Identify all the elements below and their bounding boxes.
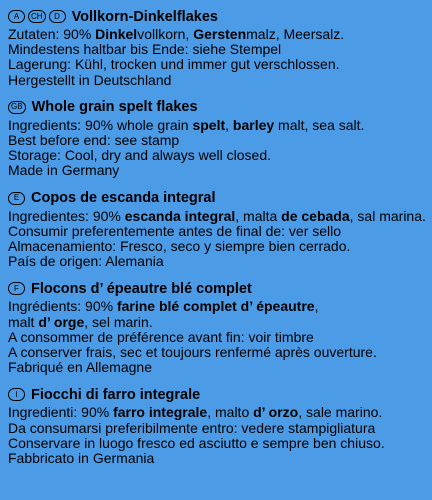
text-line: A consommer de préférence avant fin: voir timbre: [8, 328, 314, 345]
text-line: País de origen: Alemania: [8, 253, 164, 270]
country-badge-d: D: [49, 10, 66, 23]
country-badge-e: E: [8, 192, 25, 205]
text-line: Storage: Cool, dry and always well closed.: [8, 147, 272, 164]
country-badge-a: A: [8, 10, 25, 23]
section-title: Vollkorn-Dinkelflakes: [71, 8, 218, 25]
section-es: [8, 190, 426, 270]
country-badge-gb: GB: [8, 101, 26, 114]
text-line: Ingredienti: 90% farro integrale, malto d’ orzo, sale marino.: [8, 404, 383, 421]
section-header: [8, 8, 426, 25]
text-line: malt d’ orge, sel marin.: [8, 313, 153, 330]
text-line: Ingredients: 90% whole grain spelt, barley malt, sea salt.: [8, 116, 365, 133]
section-de: [8, 8, 426, 88]
section-header: [8, 190, 426, 207]
text-line: Ingrédients: 90% farine blé complet d’ épeautre,: [8, 298, 319, 315]
country-badge-i: I: [8, 388, 25, 401]
section-title: Flocons d’ épeautre blé complet: [31, 280, 252, 297]
text-line: Consumir preferentemente antes de final de: ver sello: [8, 222, 342, 239]
text-line: Hergestellt in Deutschland: [8, 71, 172, 88]
section-header: [8, 386, 426, 403]
section-header: [8, 99, 426, 116]
text-line: Da consumarsi preferibilmente entro: vedere stampigliatura: [8, 419, 376, 436]
text-line: A conserver frais, sec et toujours renfermé après ouverture.: [8, 344, 377, 361]
text-line: Lagerung: Kühl, trocken und immer gut verschlossen.: [8, 56, 340, 73]
text-line: Made in Germany: [8, 162, 120, 179]
section-it: [8, 386, 426, 466]
text-line: Zutaten: 90% Dinkelvollkorn, Gerstenmalz, Meersalz.: [8, 26, 345, 42]
country-badge-ch: CH: [28, 10, 46, 23]
section-fr: [8, 280, 426, 375]
text-line: Mindestens haltbar bis Ende: siehe Stempel: [8, 41, 282, 58]
section-title: Fiocchi di farro integrale: [31, 386, 201, 403]
section-title: Whole grain spelt flakes: [31, 99, 198, 116]
section-title: Copos de escanda integral: [31, 190, 216, 207]
country-badge-f: F: [8, 282, 25, 295]
text-line: Best before end: see stamp: [8, 132, 180, 149]
section-header: [8, 280, 426, 297]
text-line: Almacenamiento: Fresco, seco y siempre bien cerrado.: [8, 238, 351, 255]
section-gb: [8, 99, 426, 179]
text-line: Fabbricato in Germania: [8, 450, 155, 467]
text-line: Conservare in luogo fresco ed asciutto e sempre ben chiuso.: [8, 434, 385, 451]
text-line: Ingredientes: 90% escanda integral, malta de cebada, sal marina.: [8, 207, 426, 224]
text-line: Fabriqué en Allemagne: [8, 359, 152, 376]
